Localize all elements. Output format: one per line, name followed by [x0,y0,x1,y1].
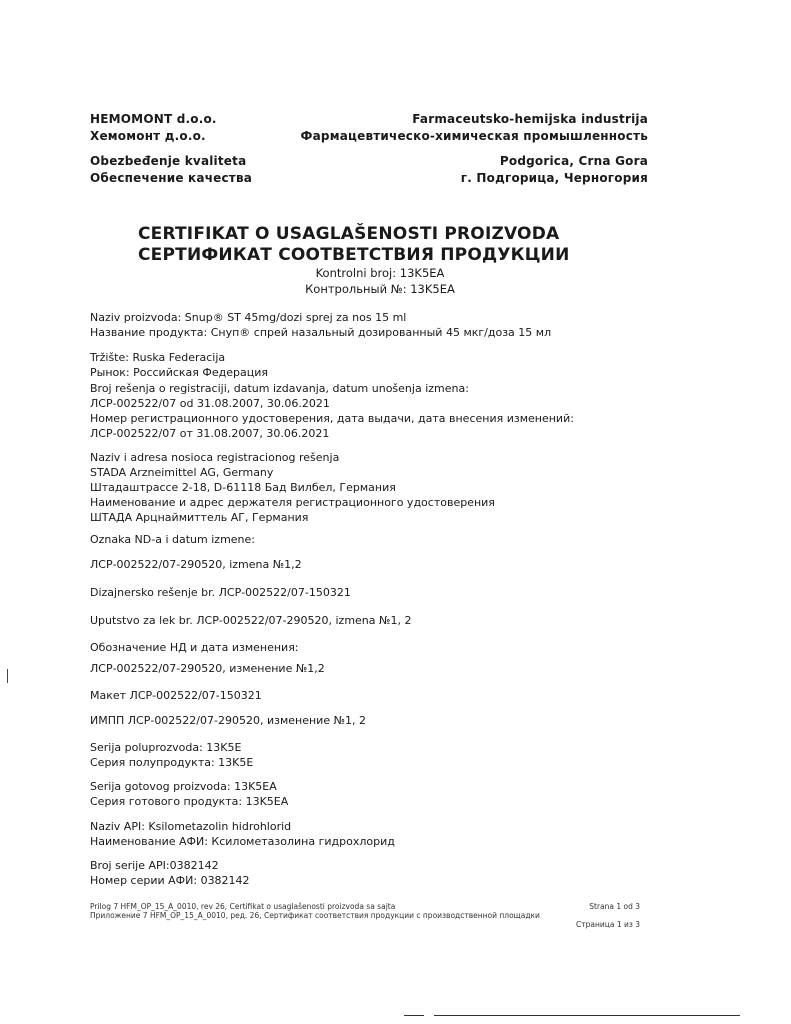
maket-number: Макет ЛСР-002522/07-150321 [90,689,262,702]
footer-annex-cyrillic: Приложение 7 HFM_OP_15_A_0010, ред. 26, Сертификат соответствия продукции с производственной площадки [90,911,540,920]
company-name-cyrillic: Хемомонт д.о.о. [90,129,206,143]
control-number [290,265,470,297]
api-name-block [90,819,395,849]
finished-product-block [90,779,288,809]
api-batch-cyrillic: Номер серии АФИ: 0382142 [90,874,250,887]
registration-label-cyrillic: Номер регистрационного удостоверения, дата выдачи, дата внесения изменений: [90,412,574,425]
finished-product-latin: Serija gotovog proizvoda: 13K5EA [90,780,277,793]
page-number-latin: Strana 1 od 3 [589,902,640,911]
holder-address: Штадаштрассе 2-18, D-61118 Бад Вилбел, Германия [90,481,396,494]
industry-block [301,111,648,145]
instructions-number: Uputstvo za lek br. ЛСР-002522/07-290520, izmena №1, 2 [90,614,412,627]
title-cyrillic: СЕРТИФИКАТ СООТВЕТСТВИЯ ПРОДУКЦИИ [138,245,570,265]
city-block [461,153,648,187]
product-name-block [90,310,551,340]
company-block [90,111,217,145]
nd-value-cyrillic: ЛСР-002522/07-290520, изменение №1,2 [90,662,325,675]
product-name-cyrillic: Название продукта: Снуп® спрей назальный дозированный 45 мкг/доза 15 мл [90,326,552,339]
impp-number: ИМПП ЛСР-002522/07-290520, изменение №1, 2 [90,714,367,727]
registration-value-latin: ЛСР-002522/07 od 31.08.2007, 30.06.2021 [90,397,330,410]
control-number-cyrillic: Контрольный №: 13K5EA [305,282,455,296]
holder-label-cyrillic: Наименование и адрес держателя регистрационного удостоверения [90,496,495,509]
company-name-latin: HEMOMONT d.o.o. [90,112,217,126]
design-solution: Dizajnersko rešenje br. ЛСР-002522/07-150321 [90,586,351,599]
department-block [90,153,252,187]
market-latin: Tržište: Ruska Federacija [90,351,226,364]
api-name-cyrillic: Наименование АФИ: Ксилометазолина гидрохлорид [90,835,395,848]
scan-margin-mark [7,669,8,683]
api-name-latin: Naziv API: Ksilometazolin hidrohlorid [90,820,292,833]
department-cyrillic: Обеспечение качества [90,171,253,185]
control-number-latin: Kontrolni broj: 13K5EA [315,266,445,280]
product-name-latin: Naziv proizvoda: Snup® ST 45mg/dozi sprej za nos 15 ml [90,311,407,324]
page-footer [90,902,640,929]
semi-product-block [90,740,253,770]
footer-annex-latin: Prilog 7 HFM_OP_15_A_0010, rev 26, Certifikat o usaglašenosti proizvoda sa sajta [90,902,396,911]
certificate-title [138,224,570,266]
scan-edge-line-short [404,1015,424,1016]
holder-label-latin: Naziv i adresa nosioca registracionog rešenja [90,451,340,464]
nd-value-latin: ЛСР-002522/07-290520, izmena №1,2 [90,558,302,571]
registration-block [90,381,574,441]
industry-cyrillic: Фармацевтическо-химическая промышленность [300,129,648,143]
department-latin: Obezbeđenje kvaliteta [90,154,247,168]
registration-value-cyrillic: ЛСР-002522/07 от 31.08.2007, 30.06.2021 [90,427,330,440]
holder-name-cyrillic: ШТАДА Арцнаймиттель АГ, Германия [90,511,309,524]
api-batch-latin: Broj serije API:0382142 [90,859,219,872]
title-latin: CERTIFIKAT O USAGLAŠENOSTI PROIZVODA [138,224,560,244]
industry-latin: Farmaceutsko-hemijska industrija [412,112,648,126]
scan-edge-line-long [434,1015,740,1016]
city-cyrillic: г. Подгорица, Черногория [460,171,648,185]
holder-name-latin: STADA Arzneimittel AG, Germany [90,466,274,479]
nd-label-latin: Oznaka ND-a i datum izmene: [90,533,255,546]
holder-block [90,450,495,525]
page-number-cyrillic: Страница 1 из 3 [576,920,640,929]
finished-product-cyrillic: Серия готового продукта: 13K5EA [90,795,289,808]
semi-product-cyrillic: Серия полупродукта: 13K5E [90,756,254,769]
semi-product-latin: Serija poluprozvoda: 13K5E [90,741,242,754]
nd-label-cyrillic: Обозначение НД и дата изменения: [90,641,299,654]
registration-label-latin: Broj rešenja o registraciji, datum izdavanja, datum unošenja izmena: [90,382,469,395]
market-cyrillic: Рынок: Российская Федерация [90,366,268,379]
city-latin: Podgorica, Crna Gora [499,154,648,168]
api-batch-block [90,858,250,888]
market-block [90,350,268,380]
